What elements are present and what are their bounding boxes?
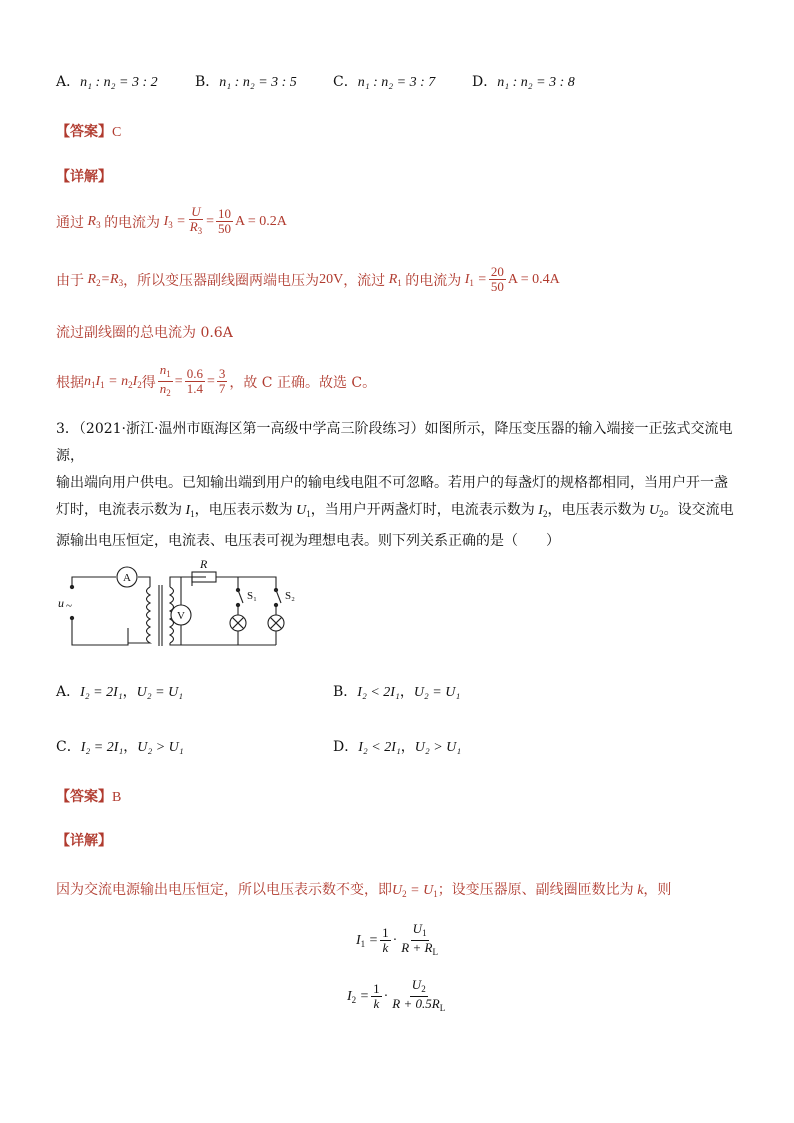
ammeter-label: A [123,572,131,584]
r1-symbol: $R_1$ [385,271,402,288]
q2-answer [56,121,121,141]
q2-option-c: C．n₁ : n₂ = 3 : 7 [333,74,436,90]
fraction-3-over-7: $\frac{3}{7}$ [218,366,226,396]
q2-option-d-expr: n₁ : n₂ = 3 : 8 [497,75,575,90]
q2-answer-value: C [112,125,122,140]
q2-detail-line4: 根据 $n_1I_1 = n_2I_2$ 得 $\frac{n_1}{n_2}$ = $\frac{0.6}{1.4}$ = $\frac{3}{7}$ ，故 C 正确。故选 C。 [56,362,377,398]
resistor-label: R [200,558,208,571]
q2-option-a: A．n₁ : n₂ = 3 : 2 [56,74,158,90]
q3-source: （2021·浙江·温州市瓯海区第一高级中学高三阶段练习） [78,421,425,437]
q3-detail-line1: 因为交流电源输出电压恒定，所以电压表示数不变，即$U_2 = U_1$；设变压器原、副线圈匝数比为 k，则 [56,882,672,899]
r3-symbol: $R_3$ [84,213,101,230]
switch2-label: S₂ [285,590,295,602]
q3-answer: 【答案】B [56,789,122,805]
answer-label: 【答案】 [56,124,112,140]
q3-option-d: D．I₂ < 2I₁，U₂ > U₁ [333,739,462,755]
fraction-06-over-14: $\frac{0.6}{1.4}$ [186,366,203,396]
equation-i2: $I_2$ = $\frac{1}{k}$ · $\frac{U_2}{R + 0.5R_L}$ [347,977,446,1013]
svg-text:~: ~ [66,600,72,612]
q2-detail-line1: 通过 $R_3$ 的电流为 $I_3$ = $\frac{U}{R_3}$ = $\frac{10}{50}$ A = 0.2A [56,204,287,236]
switch-s1 [238,590,243,603]
q2-option-d: D．n₁ : n₂ = 3 : 8 [472,74,575,90]
r2-eq-r3: $R_2=R_3$ [84,271,124,288]
circuit-diagram [56,558,316,653]
fraction-u-over-r3: $\frac{U}{R_3}$ [189,204,203,236]
switch1-label: S₁ [247,590,257,602]
fraction-20-over-50: $\frac{20}{50}$ [490,264,504,294]
q3-option-c: C．I₂ = 2I₁，U₂ > U₁ [56,739,184,755]
n1i1-eq-n2i2: $n_1I_1 = n_2I_2$ [84,373,142,390]
q2-detail-label: 【详解】 [56,169,112,185]
q3-detail-label: 【详解】 [56,833,112,849]
q2-option-c-expr: n₁ : n₂ = 3 : 7 [357,75,436,90]
i1-symbol: $I_1$ = [461,271,487,288]
voltmeter-label: V [177,610,185,622]
primary-coil [128,587,150,643]
source-label: u [58,596,64,610]
q2-detail-line2: 由于 $R_2=R_3$ ，所以变压器副线圈两端电压为 20V ，流过 $R_1$ 的电流为 $I_1$ = $\frac{20}{50}$ A = 0.4A [56,264,560,294]
q2-detail-line3: 流过副线圈的总电流为 0.6A [56,325,233,341]
q3-number: 3． [56,421,79,437]
i3-symbol: $I_3$ = [160,213,186,230]
q3-option-a: A．I₂ = 2I₁，U₂ = U₁ [56,684,184,700]
equation-i1: $I_1$ = $\frac{1}{k}$ · $\frac{U_1}{R + R_L}$ [356,921,438,957]
q3-answer-value: B [112,790,122,805]
q2-option-b: B．n₁ : n₂ = 3 : 5 [195,74,297,90]
q3-option-b: B．I₂ < 2I₁，U₂ = U₁ [333,684,461,700]
q3-stem: 3．（2021·浙江·温州市瓯海区第一高级中学高三阶段练习）如图所示，降压变压器的输入端接一正弦式交流电源， 输出端向用户供电。已知输出端到用户的输电线电阻不可忽略。若用户的每盏灯的规格都相同，当用户开一盏 灯时，电流表示数为 $I_1$，电压表示数为 $U_1$，当用户开两盏灯时，电流表示数为 $I_2$，电压表示数为 $U_2$。设交流电 源输出电压恒定，电流表、电压表可视为理想电表。则下列关系正确的是（ ） [56,421,734,549]
fraction-n1-over-n2: $\frac{n_1}{n_2}$ [159,362,171,398]
switch-s2 [276,590,281,603]
q2-option-a-expr: n₁ : n₂ = 3 : 2 [80,75,158,90]
q2-option-b-expr: n₁ : n₂ = 3 : 5 [219,75,297,90]
fraction-10-over-50: $\frac{10}{50}$ [218,206,232,236]
